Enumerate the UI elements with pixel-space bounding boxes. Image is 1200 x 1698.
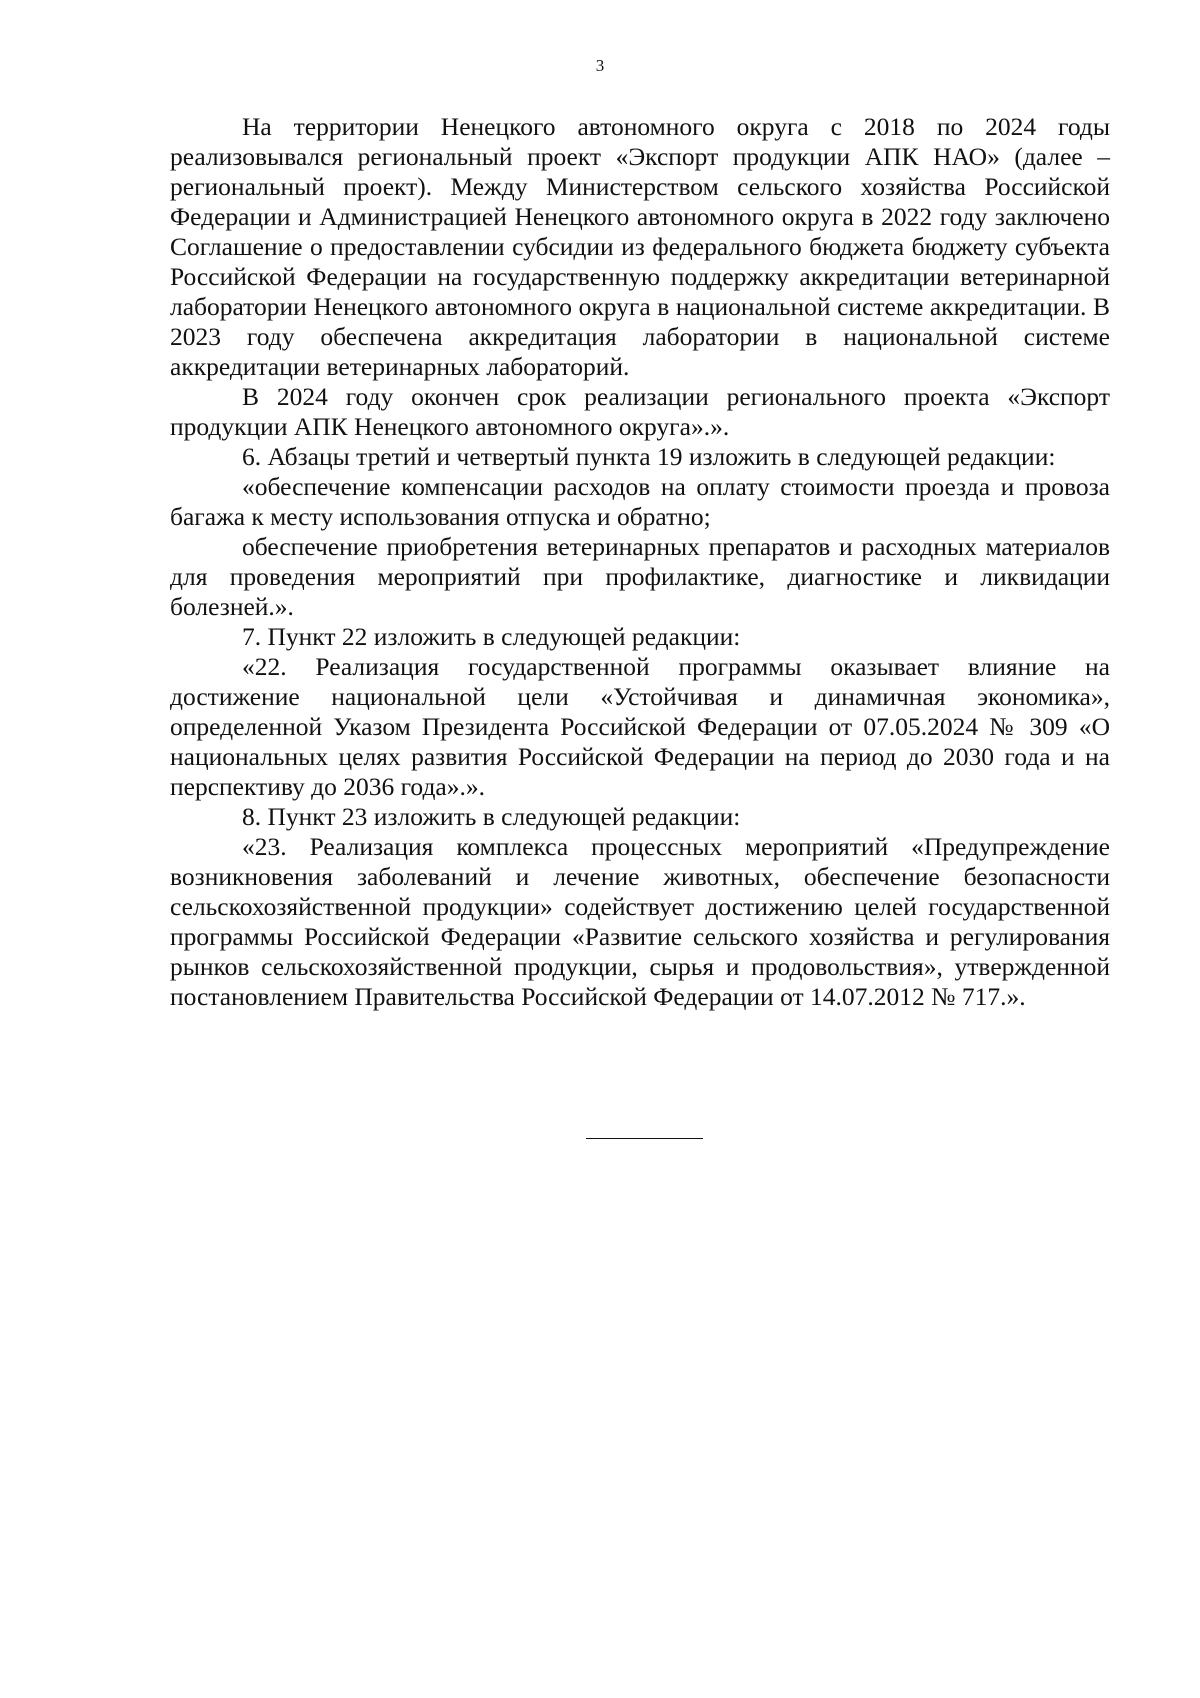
paragraph-regional-project: На территории Ненецкого автономного округа с 2018 по 2024 годы реализовывался региональный проект «Экспорт продукции АПК НАО» (далее – региональный проект). Между Министерством сельского хозяйства Российской Федерации и Администрацией Ненецкого автономного округа в 2022 году заключено Соглашение о предоставлении субсидии из федерального бюджета бюджету субъекта Российской Федерации на государственную поддержку аккредитации ветеринарной лаборатории Ненецкого автономного округа в национальной системе аккредитации. В 2023 году обеспечена аккредитация лаборатории в национальной системе аккредитации ветеринарных лабораторий.	[170, 112, 1110, 381]
paragraph-project-end: В 2024 году окончен срок реализации регионального проекта «Экспорт продукции АПК Ненецкого автономного округа».».	[170, 382, 1110, 441]
document-body	[170, 112, 1110, 1012]
page-number: 3	[595, 56, 605, 75]
paragraph-item-7: 7. Пункт 22 изложить в следующей редакции:	[242, 622, 741, 651]
paragraph-item-22-text: «22. Реализация государственной программы оказывает влияние на достижение национальной цели «Устойчивая и динамичная экономика», определенной Указом Президента Российской Федерации от 07.05.2024 № 309 «О национальных целях развития Российской Федерации на период до 2030 года и на перспективу до 2036 года».».	[170, 652, 1110, 801]
paragraph-item-6: 6. Абзацы третий и четвертый пункта 19 изложить в следующей редакции:	[242, 442, 1056, 471]
end-of-text-rule	[586, 1138, 703, 1139]
paragraph-item-23-text: «23. Реализация комплекса процессных мероприятий «Предупреждение возникновения заболеваний и лечение животных, обеспечение безопасности сельскохозяйственной продукции» содействует достижению целей государственной программы Российской Федерации «Развитие сельского хозяйства и регулирования рынков сельскохозяйственной продукции, сырья и продовольствия», утвержденной постановлением Правительства Российской Федерации от 14.07.2012 № 717.».	[170, 832, 1110, 1011]
paragraph-compensation: «обеспечение компенсации расходов на оплату стоимости проезда и провоза багажа к месту использования отпуска и обратно;	[170, 472, 1110, 531]
paragraph-item-8: 8. Пункт 23 изложить в следующей редакции:	[242, 802, 741, 831]
paragraph-veterinary-supplies: обеспечение приобретения ветеринарных препаратов и расходных материалов для проведения мероприятий при профилактике, диагностике и ликвидации болезней.».	[170, 532, 1110, 621]
